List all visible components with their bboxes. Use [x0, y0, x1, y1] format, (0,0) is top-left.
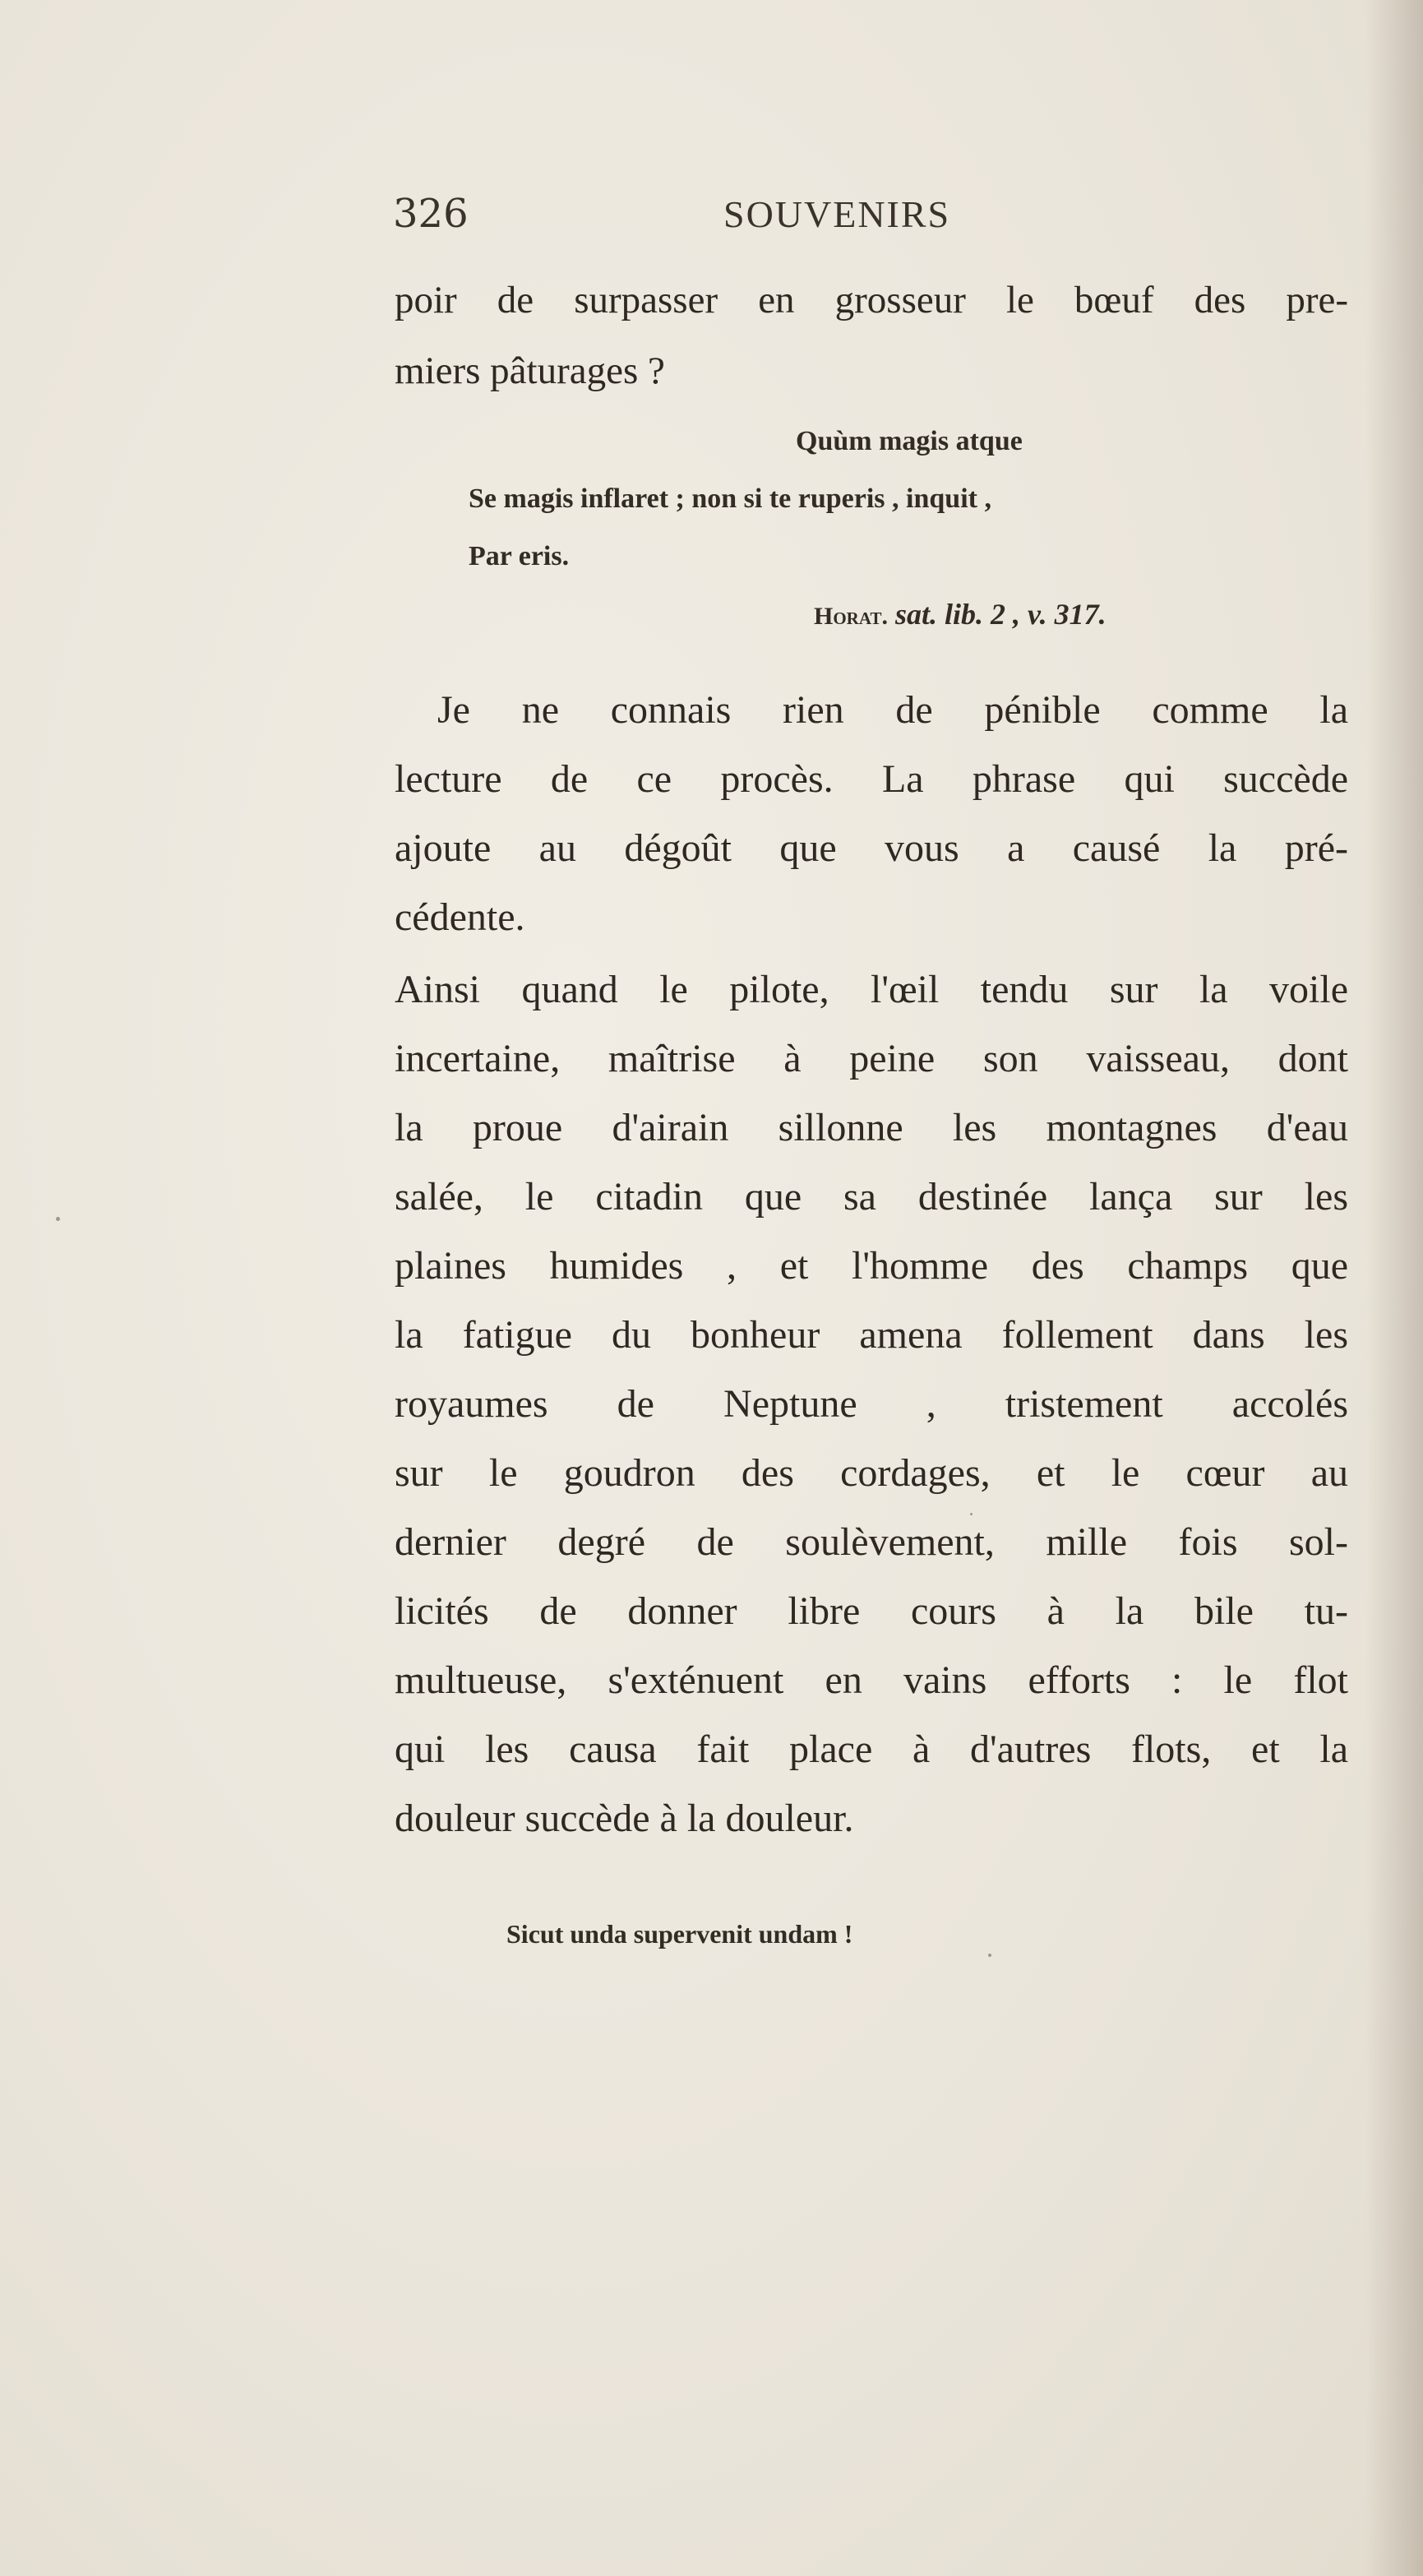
citation-author: Horat. — [814, 603, 888, 630]
text-line: cédente. — [395, 895, 525, 939]
paragraph-two — [395, 955, 1348, 1853]
text-line: miers pâturages ? — [395, 349, 665, 392]
verse-citation — [814, 597, 1107, 631]
citation-reference: sat. lib. 2 , v. 317. — [894, 598, 1107, 631]
paper-speck — [988, 1954, 991, 1957]
text-line: salée, le citadin que sa destinée lança sur les — [395, 1175, 1348, 1219]
text-line-content: Ainsi quand le pilote, l'œil tendu sur la voile — [395, 968, 1348, 1011]
text-line: ajoute au dégoût que vous a causé la pré- — [395, 826, 1348, 870]
text-line: licités de donner libre cours à la bile tu- — [395, 1589, 1348, 1633]
paper-speck — [970, 1513, 973, 1515]
closing-latin-quote: Sicut unda supervenit undam ! — [506, 1919, 853, 1949]
text-line: incertaine, maîtrise à peine son vaisseau, dont — [395, 1037, 1348, 1080]
text-line — [395, 676, 1348, 745]
text-line: dernier degré de soulèvement, mille fois sol- — [395, 1520, 1348, 1564]
text-line: sur le goudron des cordages, et le cœur au — [395, 1451, 1348, 1495]
text-line: multueuse, s'exténuent en vains efforts : le flot — [395, 1658, 1348, 1702]
running-head: SOUVENIRS — [723, 193, 951, 235]
page-number: 326 — [393, 191, 469, 237]
text-line — [395, 955, 1348, 1024]
text-line: royaumes de Neptune , tristement accolés — [395, 1382, 1348, 1426]
text-line: qui les causa fait place à d'autres flots, et la — [395, 1727, 1348, 1771]
text-line: la fatigue du bonheur amena follement dans les — [395, 1313, 1348, 1357]
verse-quote-line: Quùm magis atque — [796, 426, 1023, 456]
page-header — [393, 191, 1042, 248]
intro-paragraph — [395, 265, 1348, 406]
text-line: lecture de ce procès. La phrase qui succède — [395, 757, 1348, 801]
paragraph-one — [395, 676, 1348, 952]
text-line-content: Je ne connais rien de pénible comme la — [437, 688, 1348, 732]
page-gutter-shadow — [1365, 0, 1423, 2576]
text-line: douleur succède à la douleur. — [395, 1797, 854, 1840]
verse-quote-line: Par eris. — [469, 541, 570, 571]
verse-quote-line: Se magis inflaret ; non si te ruperis , inquit , — [469, 483, 991, 514]
paper-speck — [56, 1217, 60, 1221]
text-line: la proue d'airain sillonne les montagnes d'eau — [395, 1106, 1348, 1149]
text-line: poir de surpasser en grosseur le bœuf des pre- — [395, 279, 1348, 321]
text-line: plaines humides , et l'homme des champs que — [395, 1244, 1348, 1288]
